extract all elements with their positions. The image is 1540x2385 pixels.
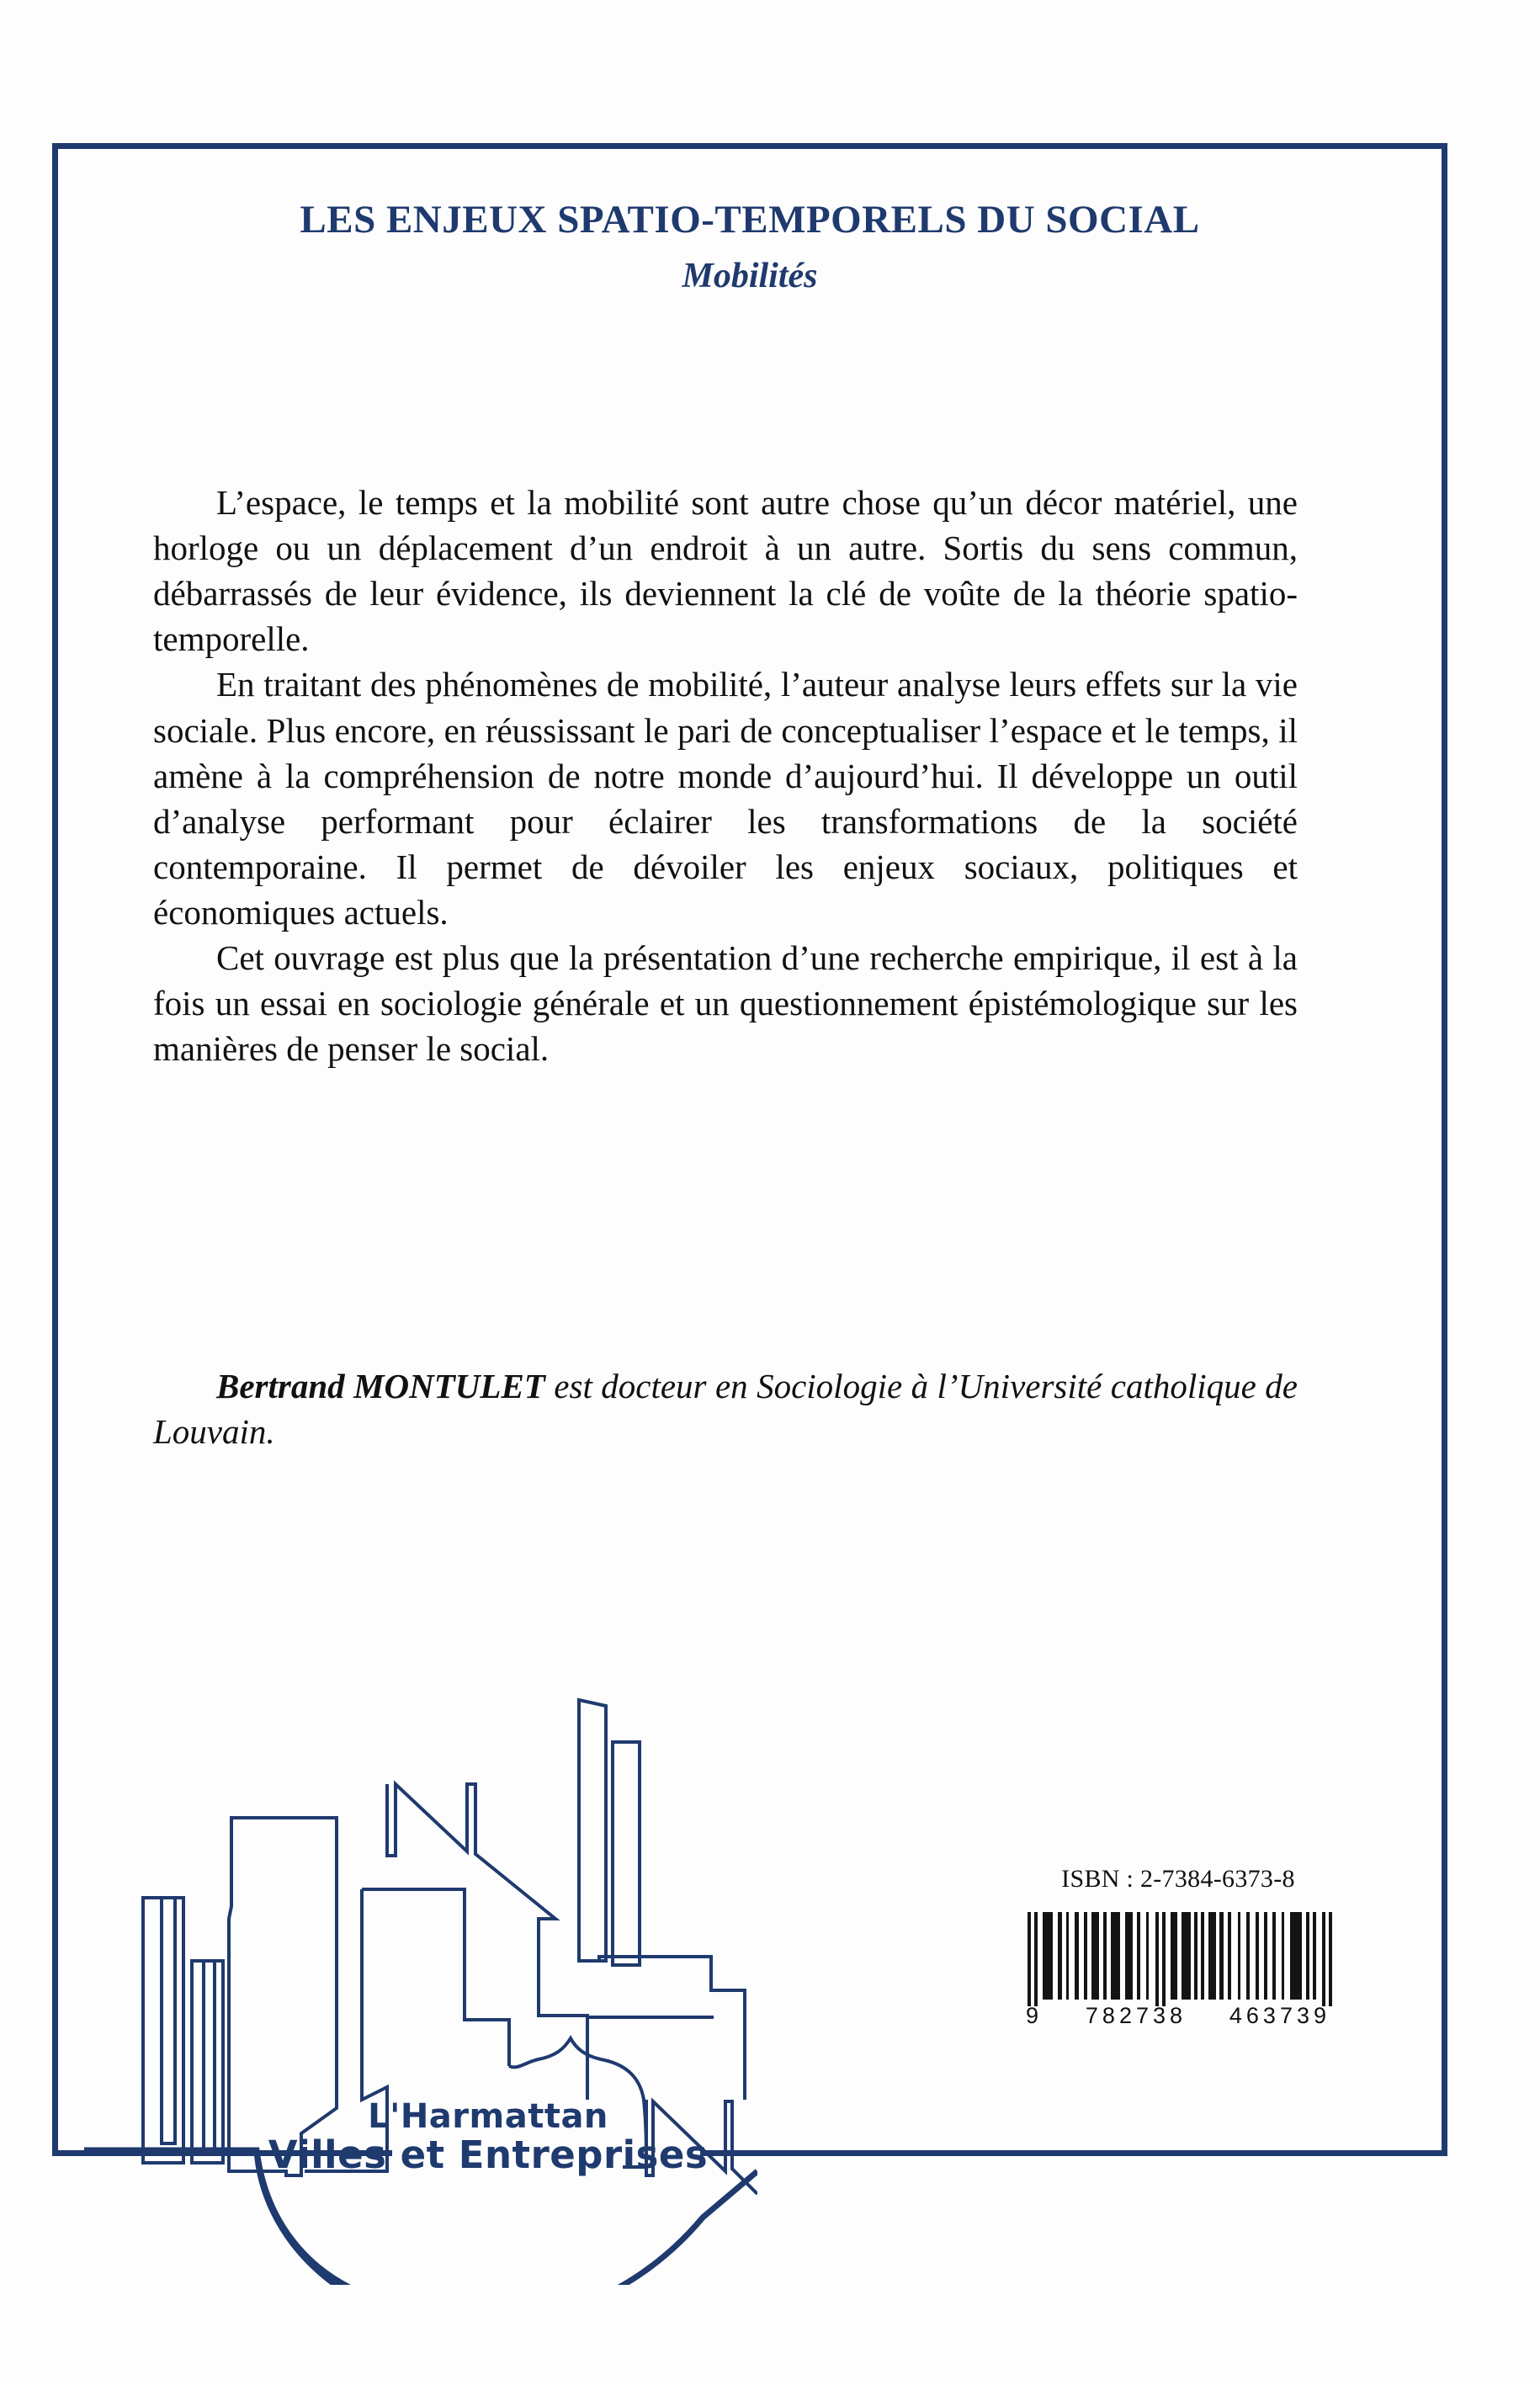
barcode <box>1022 1912 1334 2028</box>
blurb-paragraph: L’espace, le temps et la mobilité sont autre chose qu’un décor matériel, une horloge ou un déplacement d’un endroit à un autre. Sortis du sens commun, débarrassés de leur évidence, ils deviennent la clé de voûte de la théorie spatio-temporelle. <box>153 483 1298 659</box>
frame-right-edge <box>1442 143 1447 2156</box>
barcode-digit-group: 9 <box>1026 2003 1043 2028</box>
book-title: LES ENJEUX SPATIO-TEMPORELS DU SOCIAL <box>300 198 1200 242</box>
barcode-digit-group: 463739 <box>1229 2003 1330 2028</box>
author-note <box>153 1363 1298 1454</box>
title-block <box>52 199 1447 296</box>
publisher-logo <box>84 1628 757 2285</box>
frame-top-edge <box>52 143 1447 149</box>
barcode-bars <box>1022 1912 1334 2006</box>
author-name: Bertrand MONTULET <box>216 1367 545 1405</box>
frame-bottom-edge-right <box>700 2150 1447 2156</box>
barcode-digits <box>1022 2003 1334 2029</box>
publisher-imprint: Villes et Entreprises <box>268 2133 709 2177</box>
barcode-digit-group: 782738 <box>1085 2003 1187 2028</box>
frame-left-edge <box>52 143 58 2156</box>
isbn-label: ISBN : 2-7384-6373-8 <box>1061 1865 1295 1893</box>
publisher-logo-graphic <box>84 1628 757 2285</box>
blurb-paragraph: Cet ouvrage est plus que la présentation d’une recherche empirique, il est à la fois un essai en sociologie générale et un questionnement épistémologique sur les manières de penser le social. <box>153 938 1298 1069</box>
isbn-block <box>1022 1865 1334 2028</box>
blurb-text <box>153 480 1298 1071</box>
publisher-name: L'Harmattan <box>368 2097 608 2136</box>
blurb-paragraph: En traitant des phénomènes de mobilité, l’auteur analyse leurs effets sur la vie sociale. Plus encore, en réussissant le pari de conceptualiser l’espace et le temps, il amène à la compréhension de notre monde d’aujourd’hui. Il développe un outil d’analyse performant pour éclairer les transformations de la société contemporaine. Il permet de dévoiler les enjeux sociaux, politiques et économiques actuels. <box>153 665 1298 932</box>
author-note-rest: est docteur en Sociologie à l’Université catholique de Louvain. <box>153 1367 1298 1452</box>
book-subtitle: Mobilités <box>682 256 818 295</box>
